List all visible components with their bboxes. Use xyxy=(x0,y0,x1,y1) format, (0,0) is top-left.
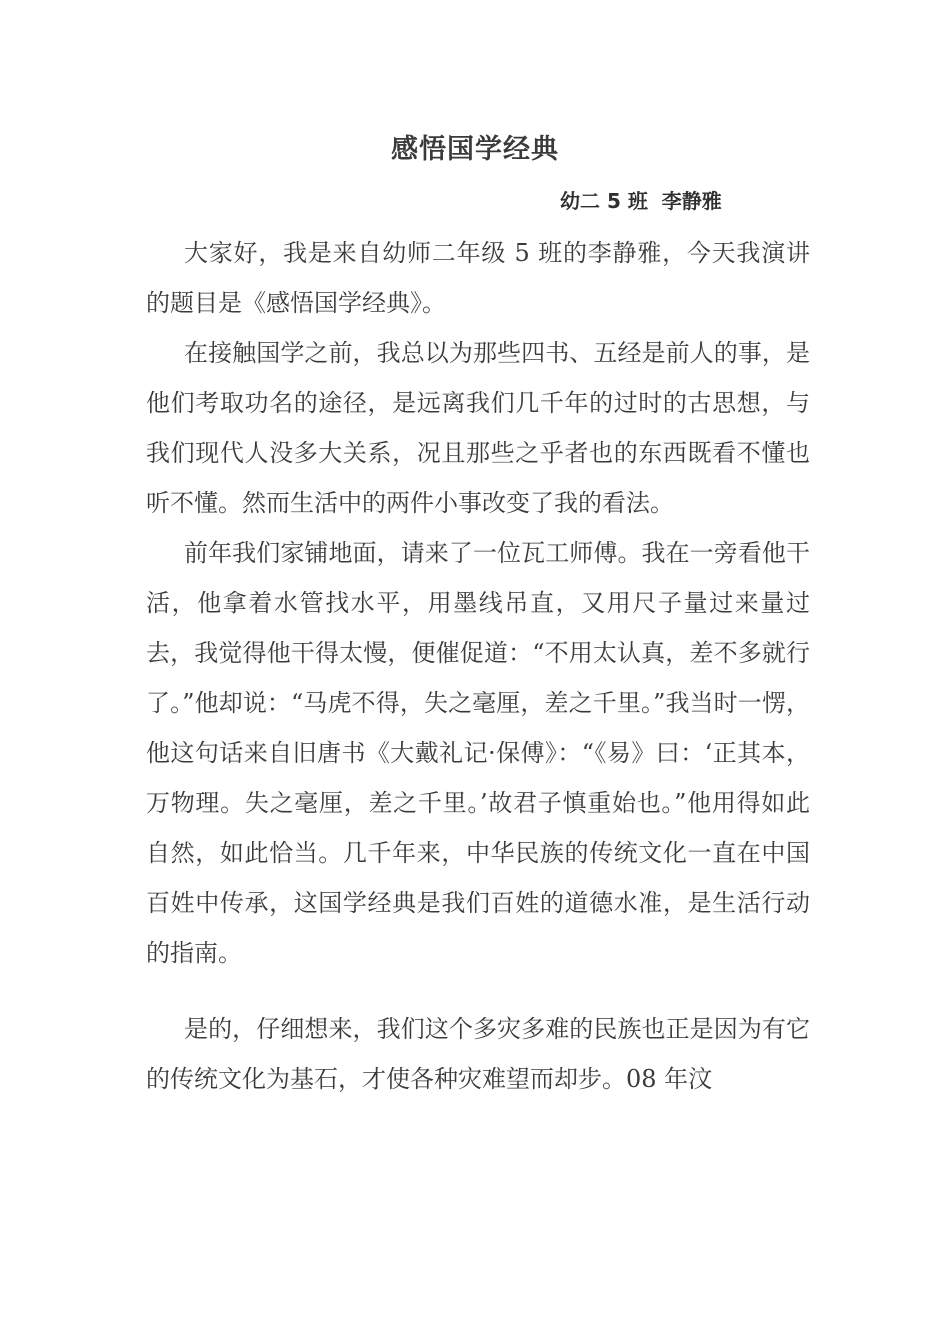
document-title: 感悟国学经典 xyxy=(391,134,559,165)
paragraph-tiler-story: 前年我们家铺地面，请来了一位瓦工师傅。我在一旁看他干活，他拿着水管找水平，用墨线吊直，又用尺子量过来量过去，我觉得他干得太慢，便催促道：“不用太认真，差不多就行了。”他却说：“马虎不得，失之毫厘，差之千里。”我当时一愣，他这句话来自旧唐书《大戴礼记·保傅》：“《易》曰：‘正其本，万物理。失之毫厘，差之千里。’故君子慎重始也。”他用得如此自然，如此恰当。几千年来，中华民族的传统文化一直在中国百姓中传承，这国学经典是我们百姓的道德水准，是生活行动的指南。 xyxy=(146,539,810,967)
author-line: 幼二 5 班 李静雅 xyxy=(560,189,722,213)
document-body xyxy=(146,228,810,1104)
paragraph-before-contact: 在接触国学之前，我总以为那些四书、五经是前人的事，是他们考取功名的途径，是远离我们几千年的过时的古思想，与我们现代人没多大关系，况且那些之乎者也的东西既看不懂也听不懂。然而生活中的两件小事改变了我的看法。 xyxy=(146,339,810,517)
paragraph-tradition: 是的，仔细想来，我们这个多灾多难的民族也正是因为有它的传统文化为基石，才使各种灾难望而却步。08 年汶 xyxy=(146,1015,810,1093)
paragraph-intro: 大家好，我是来自幼师二年级 5 班的李静雅，今天我演讲的题目是《感悟国学经典》。 xyxy=(146,239,810,317)
